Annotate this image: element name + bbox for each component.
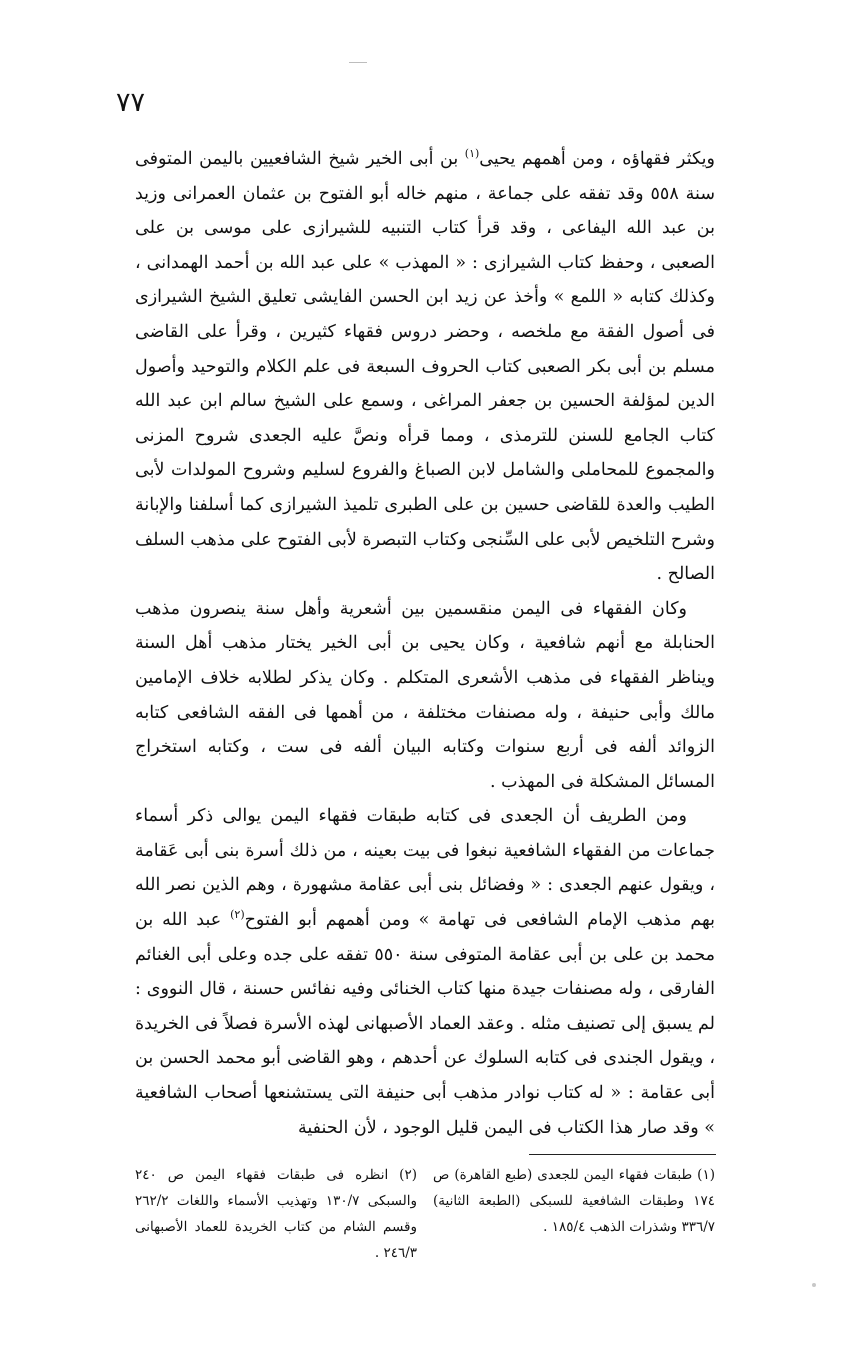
footnotes <box>135 1162 715 1272</box>
paragraph-text: بن أبى الخير شيخ الشافعيين باليمن المتوفى سنة ٥٥٨ وقد تفقه على جماعة ، منهم خاله أبو الفتوح بن عثمان العمرانى وزيد بن عبد الله اليفاعى ، وقد قرأ كتاب التنبيه للشيرازى على موسى بن على الصعبى ، وحفظ كتاب الشيرازى : « المهذب » على عبد الله بن أحمد الهمدانى ، وكذلك كتابه « اللمع » وأخذ عن زيد ابن الحسن الفايشى تعليق الشيخ الشيرازى فى أصول الفقة مع ملخصه ، وحضر دروس فقهاء كثيرين ، وقرأ على القاضى مسلم بن أبى بكر الصعبى كتاب الحروف السبعة فى علم الكلام والتوحيد وأصول الدين لمؤلفة الحسين بن جعفر المراغى ، وسمع على الشيخ سالم ابن عبد الله كتاب الجامع للسنن للترمذى ، ومما قرأه ونصَّ عليه الجعدى شروح المزنى والمجموع للمحاملى والشامل لابن الصباغ والفروع لسليم وشروح المولدات لأبى الطيب والعدة للقاضى حسين بن على الطبرى تلميذ الشيرازى كما أسلفنا والإبانة وشرح التلخيص لأبى على السِّنجى وكتاب التبصرة لأبى الفتوح على مذهب السلف الصالح . <box>134 149 715 585</box>
paragraph-text: وكان الفقهاء فى اليمن منقسمين بين أشعرية وأهل سنة ينصرون مذهب الحنابلة مع أنهم شافعية ، وكان يحيى بن أبى الخير يختار مذهب أهل السنة ويناظر الفقهاء فى مذهب الأشعرى المتكلم . وكان يذكر لطلابه خلاف الإمامين مالك وأبى حنيفة ، وله مصنفات مختلفة ، من أهمها فى الفقه الشافعى كتابه الزوائد ألفه فى أربع سنوات وكتابه البيان ألفه فى ست ، وكتابه استخراج المسائل المشكلة فى المهذب . <box>135 598 715 792</box>
top-scan-mark <box>349 62 367 63</box>
scan-speck <box>812 1283 816 1287</box>
main-text <box>135 142 715 1145</box>
paragraph-1 <box>135 142 715 592</box>
paragraph-text: ومن الطريف أن الجعدى فى كتابه طبقات فقهاء اليمن يوالى ذكر أسماء جماعات من الفقهاء الشافعية نبغوا فى بيت بعينه ، من ذلك أسرة بنى أبى عَقامة ، ويقول عنهم الجعدى : « وفضائل بنى أبى عقامة مشهورة ، وهم الذين نصر الله بهم مذهب الإمام الشافعى فى تهامة » ومن أهمهم أبو الفتوح <box>135 806 715 931</box>
paragraph-3 <box>135 799 715 1145</box>
paragraph-text: عبد الله بن محمد بن على بن أبى عقامة المتوفى سنة ٥٥٠ تفقه على جده وعلى أبى الغنائم الفارقى ، وله مصنفات جيدة منها كتاب الخنائى وفيه نفائس حسنة ، قال النووى : لم يسبق إلى تصنيف مثله . وعقد العماد الأصبهانى لهذه الأسرة فصلاً فى الخريدة ، ويقول الجندى فى كتابه السلوك عن أحدهم ، وهو القاضى أبو محمد الحسن بن أبى عقامة : « له كتاب نوادر مذهب أبى حنيفة التى يستشنعها أصحاب الشافعية » وقد صار هذا الكتاب فى اليمن قليل الوجود ، لأن الحنفية <box>135 910 716 1138</box>
paragraph-text: ويكثر فقهاؤه ، ومن أهمهم يحيى <box>479 149 715 169</box>
footnote-reference-2: (٢) <box>230 908 245 922</box>
paragraph-2 <box>135 592 715 800</box>
footnote-2: (٢) انظره فى طبقات فقهاء اليمن ص ٢٤٠ والسبكى ١٣٠/٧ وتهذيب الأسماء واللغات ٢٦٢/٢ وقسم الشام من كتاب الخريدة للعماد الأصبهانى ٢٤٦/٣ . <box>135 1167 417 1261</box>
page-number: ٧٧ <box>116 87 146 118</box>
footnote-divider <box>529 1154 716 1155</box>
footnote-1: (١) طبقات فقهاء اليمن للجعدى (طبع القاهرة) ص ١٧٤ وطبقات الشافعية للسبكى (الطبعة الثانية) ٣٣٦/٧ وشذرات الذهب ١٨٥/٤ . <box>433 1167 715 1235</box>
footnote-reference-1: (١) <box>464 147 480 161</box>
